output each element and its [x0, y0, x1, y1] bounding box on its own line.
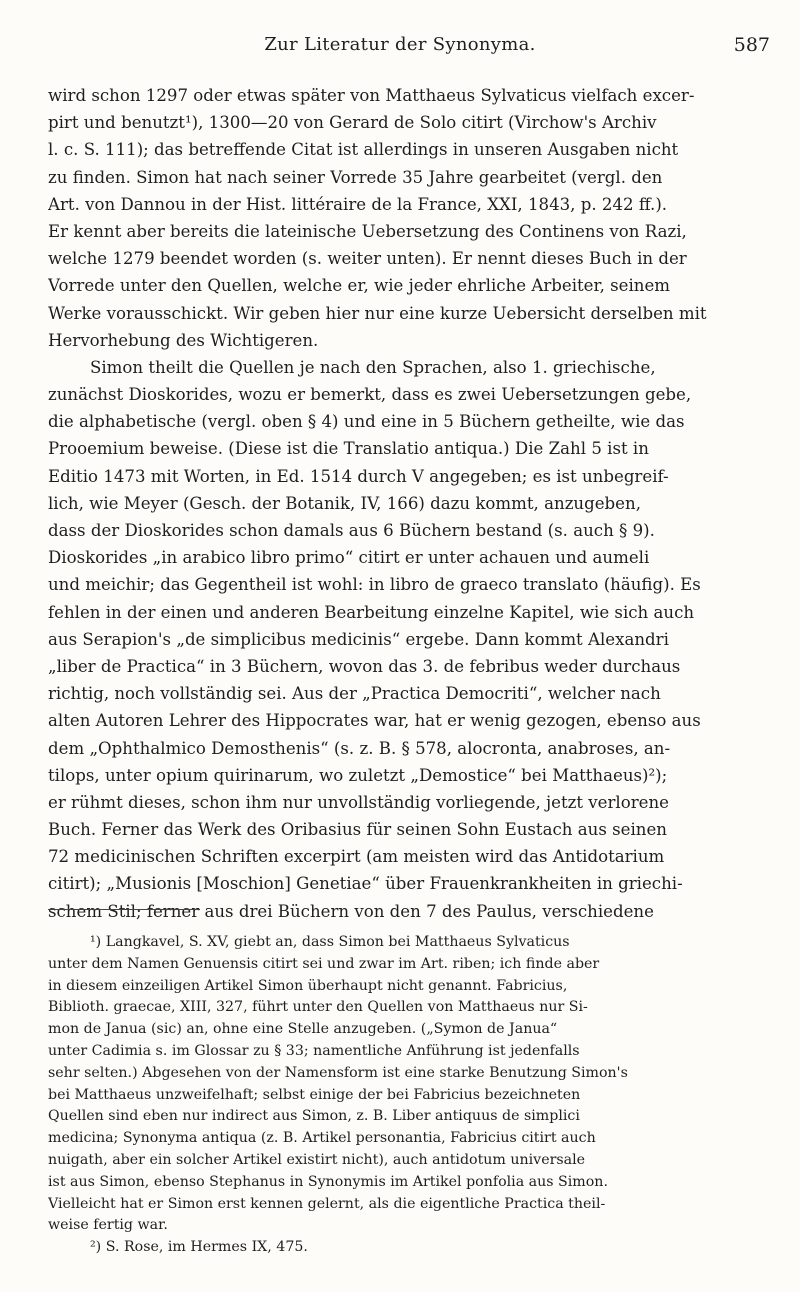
- footnote-line-start: ¹) Langkavel, S. XV, giebt an, dass Simon bei Matthaeus Sylvaticus: [90, 934, 570, 950]
- text-line: schem Stil; ferner aus drei Büchern von den 7 des Paulus, verschiedene: [48, 901, 654, 921]
- text-line: er rühmt dieses, schon ihm nur unvollständig vorliegende, jetzt verlorene: [48, 792, 669, 812]
- text-line: die alphabetische (vergl. oben § 4) und eine in 5 Büchern getheilte, wie das: [48, 412, 685, 432]
- footnote-line: ist aus Simon, ebenso Stephanus in Synonymis im Artikel ponfolia aus Simon.: [48, 1173, 608, 1190]
- text-line: wird schon 1297 oder etwas später von Matthaeus Sylvaticus vielfach excer-: [48, 86, 695, 105]
- text-line: „liber de Practica“ in 3 Büchern, wovon das 3. de febribus weder durchaus: [48, 656, 681, 676]
- footnote-line: nuigath, aber ein solcher Artikel existirt nicht), auch antidotum universale: [48, 1151, 586, 1168]
- main-text-block: [48, 82, 758, 925]
- text-line: lich, wie Meyer (Gesch. der Botanik, IV, 166) dazu kommt, anzugeben,: [48, 493, 641, 513]
- text-line: zu finden. Simon hat nach seiner Vorrede 35 Jahre gearbeitet (vergl. den: [48, 167, 663, 187]
- text-line: Prooemium beweise. (Diese ist die Translatio antiqua.) Die Zahl 5 ist in: [48, 439, 649, 459]
- text-line: Buch. Ferner das Werk des Oribasius für seinen Sohn Eustach aus seinen: [48, 820, 667, 840]
- footnotes-block: [48, 932, 760, 1259]
- text-line: Dioskorides „in arabico libro primo“ citirt er unter achauen und aumeli: [48, 548, 650, 568]
- text-line: alten Autoren Lehrer des Hippocrates war, hat er wenig gezogen, ebenso aus: [48, 711, 701, 731]
- text-line: dass der Dioskorides schon damals aus 6 Büchern bestand (s. auch § 9).: [48, 521, 655, 540]
- footnote-line: Vielleicht hat er Simon erst kennen gelernt, als die eigentliche Practica theil-: [48, 1195, 606, 1212]
- footnote-line: weise fertig war.: [48, 1217, 168, 1234]
- text-line: welche 1279 beendet worden (s. weiter unten). Er nennt dieses Buch in der: [48, 249, 687, 269]
- text-line: pirt und benutzt¹), 1300—20 von Gerard de Solo citirt (Virchow's Archiv: [48, 113, 657, 133]
- text-line: Art. von Dannou in der Hist. littéraire de la France, XXI, 1843, p. 242 ff.).: [48, 194, 668, 214]
- text-line: und meichir; das Gegentheil ist wohl: in libro de graeco translato (häufig). Es: [48, 575, 701, 595]
- footnote-line: medicina; Synonyma antiqua (z. B. Artikel personantia, Fabricius citirt auch: [48, 1130, 596, 1147]
- footnote-line: mon de Janua (sic) an, ohne eine Stelle anzugeben. („Symon de Janua“: [48, 1021, 558, 1038]
- footnote-line: unter dem Namen Genuensis citirt sei und zwar im Art. riben; ich finde aber: [48, 955, 600, 972]
- text-line: Er kennt aber bereits die lateinische Uebersetzung des Continens von Razi,: [48, 221, 687, 241]
- footnote-line: in diesem einzeiligen Artikel Simon überhaupt nicht genannt. Fabricius,: [48, 977, 568, 994]
- text-line: richtig, noch vollständig sei. Aus der „Practica Democriti“, welcher nach: [48, 684, 661, 704]
- text-line: Editio 1473 mit Worten, in Ed. 1514 durch V angegeben; es ist unbegreif-: [48, 466, 669, 486]
- footnote-line: bei Matthaeus unzweifelhaft; selbst einige der bei Fabricius bezeichneten: [48, 1086, 581, 1103]
- footnote-line: Quellen sind eben nur indirect aus Simon, z. B. Liber antiquus de simplici: [48, 1108, 580, 1125]
- page-number: 587: [733, 34, 770, 56]
- footnote-line-start: ²) S. Rose, im Hermes IX, 475.: [90, 1239, 308, 1256]
- text-line: Vorrede unter den Quellen, welche er, wie jeder ehrliche Arbeiter, seinem: [48, 276, 671, 296]
- text-line: fehlen in der einen und anderen Bearbeitung einzelne Kapitel, wie sich auch: [48, 602, 695, 622]
- text-line: zunächst Dioskorides, wozu er bemerkt, dass es zwei Uebersetzungen gebe,: [48, 385, 692, 405]
- footnote-line: unter Cadimia s. im Glossar zu § 33; namentliche Anführung ist jedenfalls: [48, 1042, 580, 1059]
- text-line: tilops, unter opium quirinarum, wo zuletzt „Demostice“ bei Matthaeus)²);: [48, 765, 668, 785]
- text-line: Hervorhebung des Wichtigeren.: [48, 330, 319, 350]
- footnote-line: sehr selten.) Abgesehen von der Namensform ist eine starke Benutzung Simon's: [48, 1064, 628, 1081]
- running-title: Zur Literatur der Synonyma.: [264, 34, 536, 55]
- text-line: citirt); „Musionis [Moschion] Genetiae“ über Frauenkrankheiten in griechi-: [48, 874, 683, 894]
- text-line: aus Serapion's „de simplicibus medicinis“ ergebe. Dann kommt Alexandri: [48, 629, 669, 649]
- text-line: l. c. S. 111); das betreffende Citat ist allerdings in unseren Ausgaben nicht: [48, 140, 679, 160]
- text-line: Werke vorausschickt. Wir geben hier nur eine kurze Uebersicht derselben mit: [48, 303, 707, 323]
- footnote-divider: [48, 909, 200, 910]
- footnote-line: Biblioth. graecae, XIII, 327, führt unter den Quellen von Matthaeus nur Si-: [48, 999, 588, 1016]
- text-line-paragraph-start: Simon theilt die Quellen je nach den Sprachen, also 1. griechische,: [90, 357, 656, 377]
- text-line: 72 medicinischen Schriften excerpirt (am meisten wird das Antidotarium: [48, 847, 665, 867]
- text-line: dem „Ophthalmico Demosthenis“ (s. z. B. § 578, alocronta, anabroses, an-: [48, 738, 671, 758]
